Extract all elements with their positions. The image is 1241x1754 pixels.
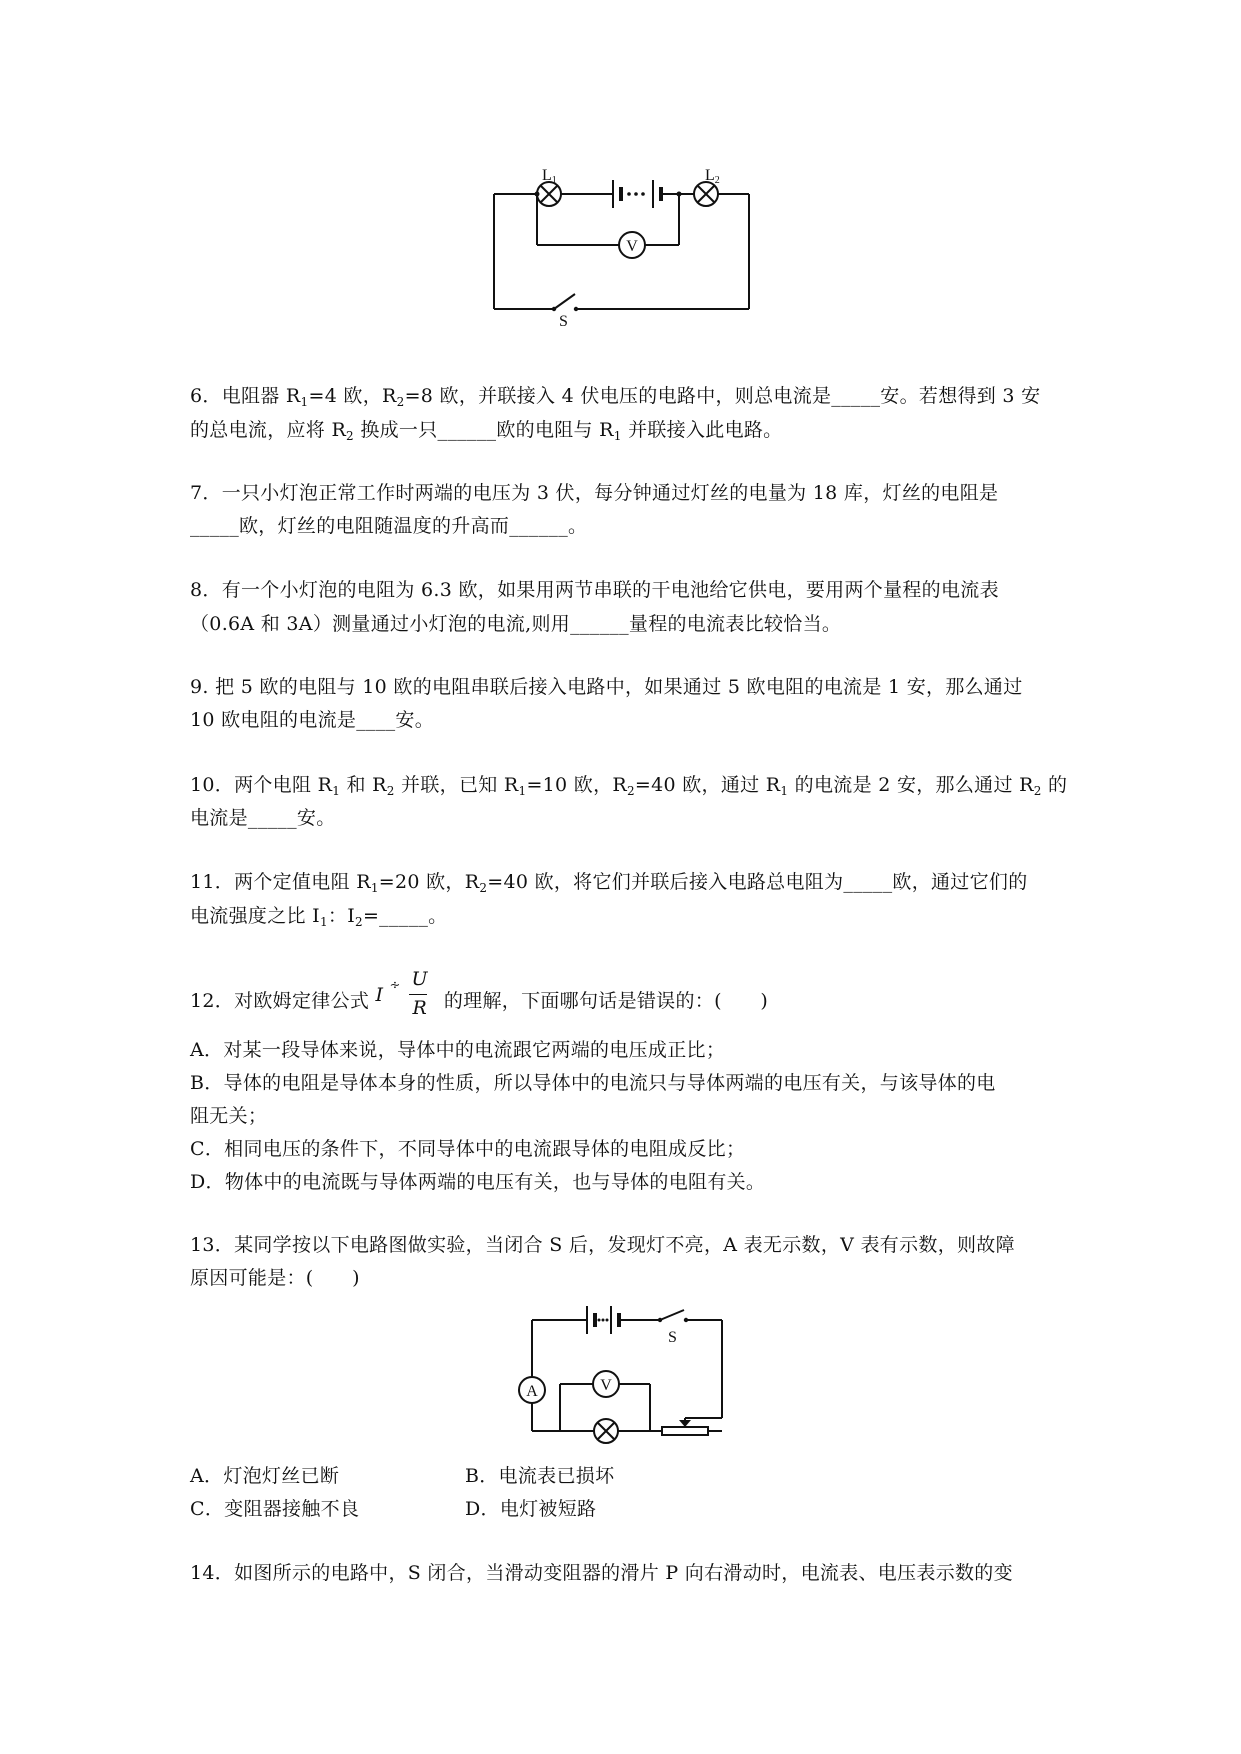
q10-line-2: 电流是_____安。	[190, 807, 336, 829]
q7-line-2: _____欧，灯丝的电阻随温度的升高而______。	[190, 515, 588, 537]
q13-line-1: 13．某同学按以下电路图做实验，当闭合 S 后，发现灯不亮，A 表无示数，V 表有示数，则故障	[190, 1234, 1015, 1256]
q8-line-1: 8．有一个小灯泡的电阻为 6.3 欧，如果用两节串联的干电池给它供电，要用两个量程的电流表	[190, 579, 999, 601]
answer-blank[interactable]: ______	[437, 419, 497, 441]
q13-line-2: 原因可能是：( )	[190, 1267, 360, 1289]
q9-line-1: 9. 把 5 欧的电阻与 10 欧的电阻串联后接入电路中，如果通过 5 欧电阻的电流是 1 安，那么通过	[190, 676, 1023, 698]
q10-line-1: 10．两个电阻 $R_1$ 和 $R_2$ 并联，已知 $R_1=10$ 欧，$R_2=40$ 欧，通过 $R_1$ 的电流是 2 安，那么通过 $R_2$ 的	[190, 774, 1068, 798]
q12-option-c: C．相同电压的条件下，不同导体中的电流跟导体的电阻成反比；	[190, 1138, 746, 1160]
answer-blank[interactable]: _____	[843, 871, 893, 893]
q12-option-a: A．对某一段导体来说，导体中的电流跟它两端的电压成正比；	[190, 1039, 726, 1061]
lamp-l1	[537, 182, 561, 206]
circuit-diagram-1	[480, 160, 770, 330]
q9-line-2: 10 欧电阻的电流是____安。	[190, 709, 435, 731]
voltmeter-label: V	[600, 1377, 612, 1394]
q13-option-c: C．变阻器接触不良	[190, 1498, 360, 1520]
lamp-symbol	[594, 1419, 618, 1443]
answer-blank[interactable]: _____	[247, 807, 297, 829]
rheostat-symbol	[662, 1427, 708, 1435]
answer-blank[interactable]: _____	[190, 515, 239, 537]
q13-option-d: D．电灯被短路	[465, 1498, 597, 1520]
label-l2: L2	[705, 167, 720, 186]
answer-blank[interactable]: _____	[379, 905, 429, 927]
q12-option-b-line-1: B．导体的电阻是导体本身的性质，所以导体中的电流只与导体两端的电压有关，与该导体的电	[190, 1072, 996, 1094]
q6-line-1: 6．电阻器 $R_1=4$ 欧，$R_2=8$ 欧，并联接入 4 伏电压的电路中，则总电流是_____安。若想得到 3 安	[190, 385, 1041, 409]
answer-blank[interactable]: ______	[570, 613, 629, 635]
q6-line-2: 的总电流，应将 $R_2$ 换成一只______欧的电阻与 $R_1$ 并联接入此电路。	[190, 419, 783, 443]
circuit-diagram-2	[510, 1300, 740, 1450]
answer-blank[interactable]: ____	[356, 709, 396, 731]
q14-line-1: 14．如图所示的电路中，S 闭合，当滑动变阻器的滑片 P 向右滑动时，电流表、电压表示数的变	[190, 1562, 1013, 1584]
answer-blank[interactable]: ______	[509, 515, 569, 537]
q7-line-1: 7．一只小灯泡正常工作时两端的电压为 3 伏，每分钟通过灯丝的电量为 18 库，灯丝的电阻是	[190, 482, 999, 504]
q8-line-2: （0.6A 和 3A）测量通过小灯泡的电流,则用______量程的电流表比较恰当。	[190, 613, 842, 635]
ammeter-label: A	[526, 1383, 538, 1400]
q13-option-b: B．电流表已损坏	[465, 1465, 615, 1487]
q12-stem: 12．对欧姆定律公式 I ∻ U R 的理解，下面哪句话是错误的：( )	[190, 968, 769, 1019]
label-l1: L1	[542, 167, 557, 186]
switch-s	[554, 294, 575, 309]
q11-line-2: 电流强度之比 $I_1$：$I_2=\_\_\_\_\_$。	[190, 905, 448, 929]
q13-option-a: A．灯泡灯丝已断	[190, 1465, 340, 1487]
q12-option-b-line-2: 阻无关；	[190, 1105, 268, 1127]
switch-s	[660, 1310, 684, 1320]
answer-blank[interactable]: _____	[831, 385, 881, 407]
label-s: S	[559, 313, 568, 330]
q11-line-1: 11．两个定值电阻 $R_1=20$ 欧，$R_2=40$ 欧，将它们并联后接入电路总电阻为_____欧，通过它们的	[190, 871, 1028, 895]
voltmeter-label: V	[626, 238, 638, 255]
slider-arrow	[679, 1420, 691, 1427]
label-s: S	[668, 1329, 677, 1346]
ohms-law-formula: I ∻ U R	[375, 968, 428, 1019]
q12-option-d: D．物体中的电流既与导体两端的电压有关，也与导体的电阻有关。	[190, 1171, 766, 1193]
battery-symbol	[608, 180, 668, 208]
